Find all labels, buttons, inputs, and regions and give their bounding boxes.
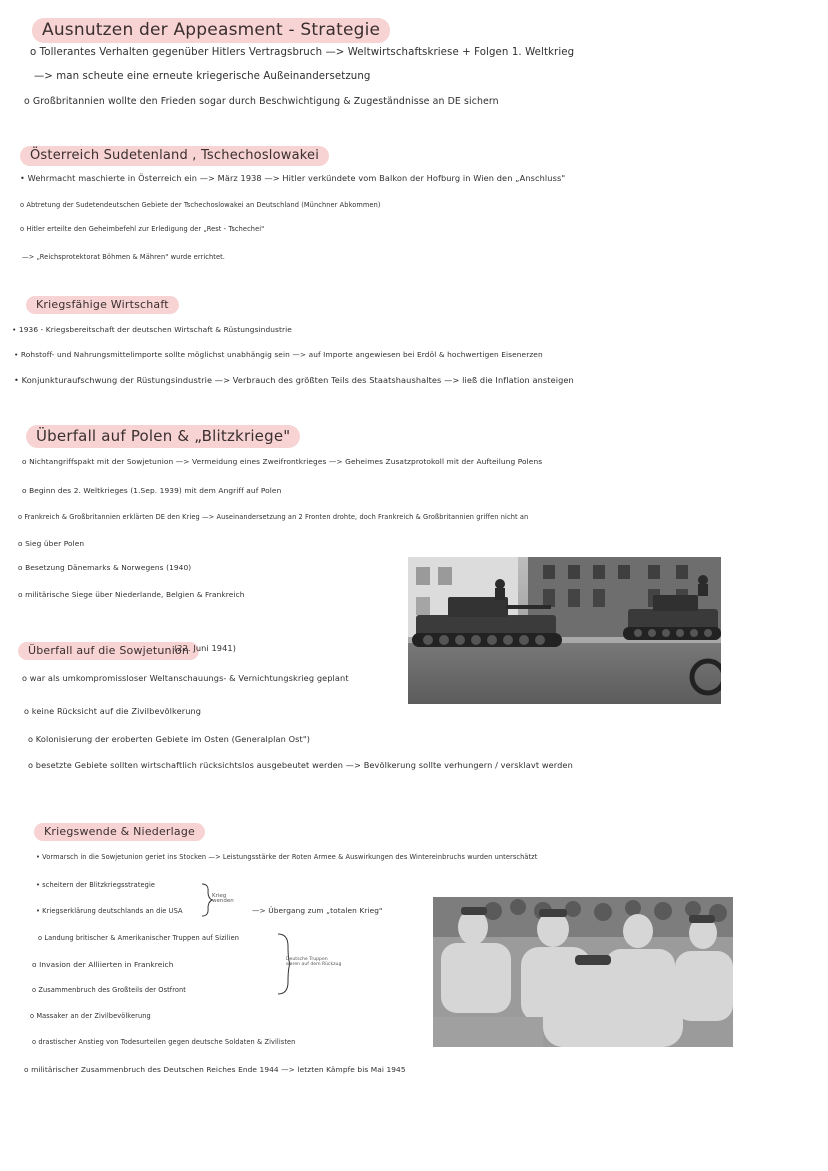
polen-line-3: o Frankreich & Großbritannien erklärten DE den Krieg —> Auseinandersetzung an 2 Fronten drohte, doch Frankreich & Großbritannien griffen nicht an [18,513,529,521]
wende-line-5: o Invasion der Alliierten in Frankreich [32,960,174,969]
wende-line-7: o Massaker an der Zivilbevölkerung [30,1012,151,1020]
sowjetunion-date: (22. Juni 1941) [174,643,237,653]
heading-wirtschaft: Kriegsfähige Wirtschaft [26,296,179,314]
sowjetunion-line-2: o keine Rücksicht auf die Zivilbevölkerung [24,706,202,716]
polen-line-4: o Sieg über Polen [18,539,85,548]
heading-wende: Kriegswende & Niederlage [34,823,205,841]
appeasement-line-2: —> man scheute eine erneute kriegerische Außeinandersetzung [34,71,371,82]
heading-sowjetunion: Überfall auf die Sowjetunion [18,642,199,660]
appeasement-line-1: o Tollerantes Verhalten gegenüber Hitlers Vertragsbruch —> Weltwirtschaftskriese + Folgen 1. Weltkrieg [30,47,575,58]
oesterreich-line-4: —> „Reichsprotektorat Böhmen & Mähren" wurde errichtet. [22,253,226,261]
wirtschaft-line-1: • 1936 - Kriegsbereitschaft der deutschen Wirtschaft & Rüstungsindustrie [12,325,292,334]
sowjetunion-line-1: o war als umkompromissloser Weltanschauungs- & Vernichtungskrieg geplant [22,673,349,683]
sowjetunion-line-4: o besetzte Gebiete sollten wirtschaftlich rücksichtslos ausgebeutet werden —> Bevölkerung sollte verhungern / versklavt werden [28,760,573,770]
heading-oesterreich: Österreich Sudetenland , Tschechoslowakei [20,146,329,166]
brace-label: Krieg wenden [212,893,234,904]
wende-line-4: o Landung britischer & Amerikanischer Truppen auf Sizilien [38,934,240,942]
prisoners-photo [433,897,733,1047]
wende-line-6: o Zusammenbruch des Großteils der Ostfront [32,986,186,994]
sowjetunion-line-3: o Kolonisierung der eroberten Gebiete im Osten (Generalplan Ost") [28,734,310,744]
oesterreich-line-2: o Abtretung der Sudetendeutschen Gebiete der Tschechoslowakei an Deutschland (Münchner Abkommen) [20,201,381,209]
wirtschaft-line-3: • Konjunkturaufschwung der Rüstungsindustrie —> Verbrauch des größten Teils des Staatshaushaltes —> ließ die Inflation ansteigen [14,375,574,385]
appeasement-line-3: o Großbritannien wollte den Frieden sogar durch Beschwichtigung & Zugeständnisse an DE sichern [24,96,499,107]
wende-line-2: • scheitern der Blitzkriegsstrategie [36,881,156,889]
polen-line-5: o Besetzung Dänemarks & Norwegens (1940) [18,563,192,572]
wende-arrow: —> Übergang zum „totalen Krieg" [252,906,383,915]
brace-note: Deutsche Truppen waren auf dem Rückzug [286,957,342,967]
polen-line-6: o militärische Siege über Niederlande, Belgien & Frankreich [18,590,245,599]
polen-line-2: o Beginn des 2. Weltkrieges (1.Sep. 1939) mit dem Angriff auf Polen [22,486,282,495]
oesterreich-line-1: • Wehrmacht maschierte in Österreich ein —> März 1938 —> Hitler verkündete vom Balkon der Hofburg in Wien den „Anschluss" [20,173,566,183]
wende-line-8: o drastischer Anstieg von Todesurteilen gegen deutsche Soldaten & Zivilisten [32,1038,296,1046]
oesterreich-line-3: o Hitler erteilte den Geheimbefehl zur Erledigung der „Rest - Tschechei" [20,225,265,233]
heading-polen: Überfall auf Polen & „Blitzkriege" [26,425,300,448]
wende-line-3: • Kriegserklärung deutschlands an die USA [36,907,183,915]
wende-line-1: • Vormarsch in die Sowjetunion geriet ins Stocken —> Leistungsstärke der Roten Armee & Auswirkungen des Wintereinbruchs wurden unterschätzt [36,853,538,861]
tanks-photo [408,557,721,704]
heading-appeasement: Ausnutzen der Appeasment - Strategie [32,18,390,43]
polen-line-1: o Nichtangriffspakt mit der Sowjetunion —> Vermeidung eines Zweifrontkrieges —> Geheimes Zusatzprotokoll mit der Aufteilung Polens [22,457,543,466]
wirtschaft-line-2: • Rohstoff- und Nahrungsmittelimporte sollte möglichst unabhängig sein —> auf Importe angewiesen bei Erdöl & hochwertigen Eisenerzen [14,350,543,359]
wende-final-line: o militärischer Zusammenbruch des Deutschen Reiches Ende 1944 —> letzten Kämpfe bis Mai 1945 [24,1065,406,1074]
